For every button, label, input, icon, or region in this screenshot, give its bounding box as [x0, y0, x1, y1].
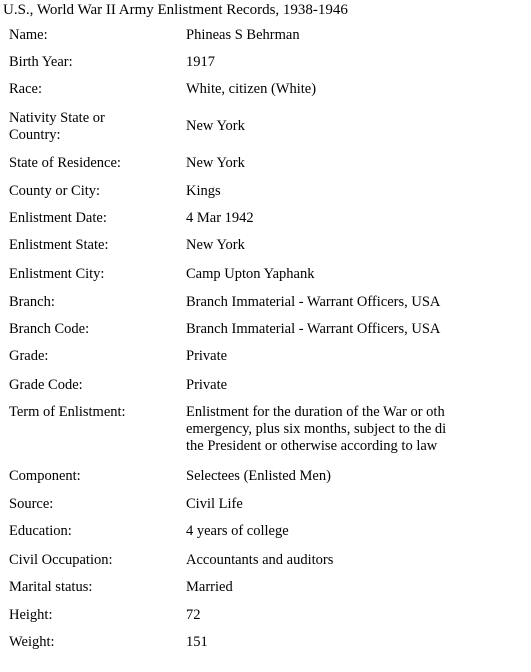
field-value-line: the President or otherwise according to law	[186, 438, 438, 454]
field-value: Selectees (Enlisted Men)	[186, 468, 331, 484]
field-value-line: emergency, plus six months, subject to the di	[186, 421, 447, 437]
field-label: Enlistment City:	[9, 266, 105, 282]
field-label: Branch Code:	[9, 321, 90, 337]
field-label: Civil Occupation:	[9, 552, 113, 568]
field-value: Branch Immaterial - Warrant Officers, USA	[186, 321, 441, 337]
field-value: 72	[186, 607, 201, 623]
field-value: Phineas S Behrman	[186, 27, 300, 43]
field-value: 1917	[186, 54, 215, 70]
field-label: Term of Enlistment:	[9, 404, 126, 420]
field-value: New York	[186, 237, 245, 253]
field-label: Birth Year:	[9, 54, 73, 70]
field-value: 151	[186, 634, 208, 650]
field-value: 4 Mar 1942	[186, 210, 254, 226]
field-value: Married	[186, 579, 233, 595]
field-label: Component:	[9, 468, 81, 484]
field-label: Branch:	[9, 294, 55, 310]
field-value: Accountants and auditors	[186, 552, 334, 568]
field-label: Enlistment Date:	[9, 210, 107, 226]
field-label: Education:	[9, 523, 72, 539]
field-label: Grade:	[9, 348, 49, 364]
field-label: Marital status:	[9, 579, 93, 595]
field-value: New York	[186, 118, 245, 134]
field-label: County or City:	[9, 183, 101, 199]
field-value-line: Enlistment for the duration of the War or oth	[186, 404, 445, 420]
field-value: Civil Life	[186, 496, 243, 512]
page-title: U.S., World War II Army Enlistment Records, 1938-1946	[3, 2, 348, 18]
field-label: Name:	[9, 27, 48, 43]
field-label: Source:	[9, 496, 54, 512]
field-value: Private	[186, 348, 228, 364]
field-label: State of Residence:	[9, 155, 121, 171]
field-value: Camp Upton Yaphank	[186, 266, 315, 282]
field-value: 4 years of college	[186, 523, 289, 539]
field-value: New York	[186, 155, 245, 171]
field-value	[186, 404, 469, 455]
field-label: Grade Code:	[9, 377, 83, 393]
field-value: White, citizen (White)	[186, 81, 317, 97]
field-value: Branch Immaterial - Warrant Officers, USA	[186, 294, 441, 310]
field-label: Enlistment State:	[9, 237, 109, 253]
field-label: Race:	[9, 81, 43, 97]
field-value: Kings	[186, 183, 221, 199]
field-value: Private	[186, 377, 228, 393]
field-label: Weight:	[9, 634, 55, 650]
field-label: Height:	[9, 607, 53, 623]
field-label: Nativity State or Country:	[9, 110, 105, 143]
